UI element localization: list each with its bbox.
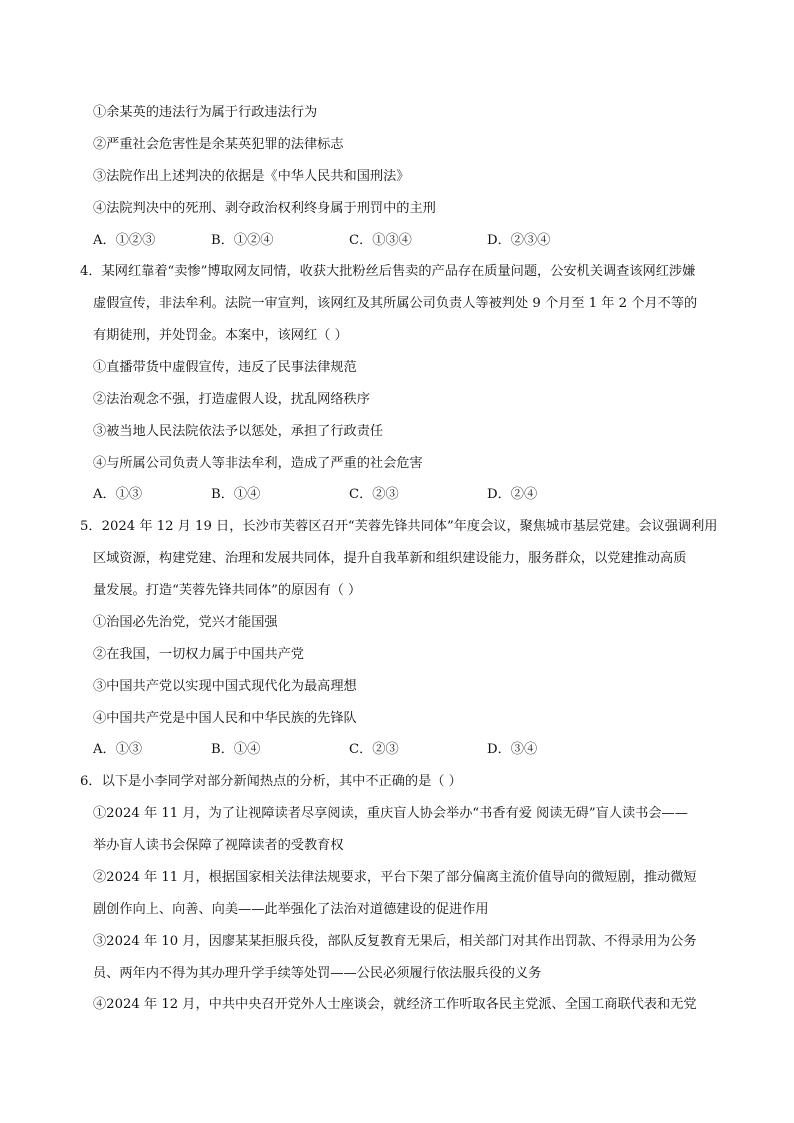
q3-option-d: D．②③④ — [487, 233, 551, 248]
q5-option-a: A．①③ — [93, 742, 143, 757]
q4-option-d: D．②④ — [487, 487, 538, 502]
q4-stem-line-2: 虚假宣传，非法牟利。法院一审宣判，该网红及其所属公司负责人等被判处 9 个月至 1 年 2 个月不等的 — [93, 296, 698, 311]
q6-item-2-line-2: 剧创作向上、向善、向美——此举强化了法治对道德建设的促进作用 — [93, 902, 489, 917]
q5-item-1: ①治国必先治党，党兴才能国强 — [93, 615, 278, 630]
q4-option-c: C．②③ — [349, 487, 399, 502]
q5-stem-line-3: 量发展。打造“芙蓉先锋共同体”的原因有（ ） — [93, 583, 362, 598]
q6-item-3-line-2: 员、两年内不得为其办理升学手续等处罚——公民必须履行依法服兵役的义务 — [93, 966, 542, 981]
q4-stem-line-3: 有期徒刑，并处罚金。本案中，该网红（ ） — [93, 328, 348, 343]
q3-item-1: ①余某英的违法行为属于行政违法行为 — [93, 105, 318, 120]
q4-item-1: ①直播带货中虚假宣传，违反了民事法律规范 — [93, 360, 357, 375]
q6-stem-line-1: 6．以下是小李同学对部分新闻热点的分析，其中不正确的是（ ） — [80, 774, 462, 789]
q3-option-b: B．①②④ — [211, 233, 274, 248]
q6-item-2-line-1: ②2024 年 11 月，根据国家相关法律法规要求，平台下架了部分偏离主流价值导向的微短剧，推动微短 — [93, 870, 697, 885]
q4-option-a: A．①③ — [93, 487, 143, 502]
q5-option-b: B．①④ — [211, 742, 261, 757]
q4-option-b: B．①④ — [211, 487, 261, 502]
q5-stem-line-1: 5．2024 年 12 月 19 日，长沙市芙蓉区召开“芙蓉先锋共同体”年度会议，聚焦城市基层党建。会议强调利用 — [80, 519, 718, 534]
q6-item-4-line-1: ④2024 年 12 月，中共中央召开党外人士座谈会，就经济工作听取各民主党派、全国工商联代表和无党 — [93, 997, 697, 1012]
q6-item-3-line-1: ③2024 年 10 月，因廖某某拒服兵役，部队反复教育无果后，相关部门对其作出罚款、不得录用为公务 — [93, 934, 697, 949]
q5-item-3: ③中国共产党以实现中国式现代化为最高理想 — [93, 679, 357, 694]
q5-item-4: ④中国共产党是中国人民和中华民族的先锋队 — [93, 711, 357, 726]
q3-item-4: ④法院判决中的死刑、剥夺政治权利终身属于刑罚中的主刑 — [93, 201, 436, 216]
q5-stem-line-2: 区域资源，构建党建、治理和发展共同体，提升自我革新和组织建设能力，服务群众，以党建推动高质 — [93, 551, 687, 566]
q6-item-1-line-1: ①2024 年 11 月，为了让视障读者尽享阅读，重庆盲人协会举办“书香有爱 阅读无碍”盲人读书会—— — [93, 806, 688, 821]
q3-item-2: ②严重社会危害性是余某英犯罪的法律标志 — [93, 137, 344, 152]
q3-option-a: A．①②③ — [93, 233, 156, 248]
q4-stem-line-1: 4．某网红靠着“卖惨”博取网友同情，收获大批粉丝后售卖的产品存在质量问题，公安机关调查该网红涉嫌 — [80, 264, 696, 279]
q5-option-c: C．②③ — [349, 742, 399, 757]
q4-item-3: ③被当地人民法院依法予以惩处，承担了行政责任 — [93, 424, 384, 439]
q4-item-2: ②法治观念不强，打造虚假人设，扰乱网络秩序 — [93, 392, 370, 407]
q3-item-3: ③法院作出上述判决的依据是《中华人民共和国刑法》 — [93, 169, 410, 184]
q3-option-c: C．①③④ — [349, 233, 412, 248]
q5-item-2: ②在我国，一切权力属于中国共产党 — [93, 647, 304, 662]
q6-item-1-line-2: 举办盲人读书会保障了视障读者的受教育权 — [93, 838, 344, 853]
q5-option-d: D．③④ — [487, 742, 538, 757]
q4-item-4: ④与所属公司负责人等非法牟利，造成了严重的社会危害 — [93, 456, 423, 471]
